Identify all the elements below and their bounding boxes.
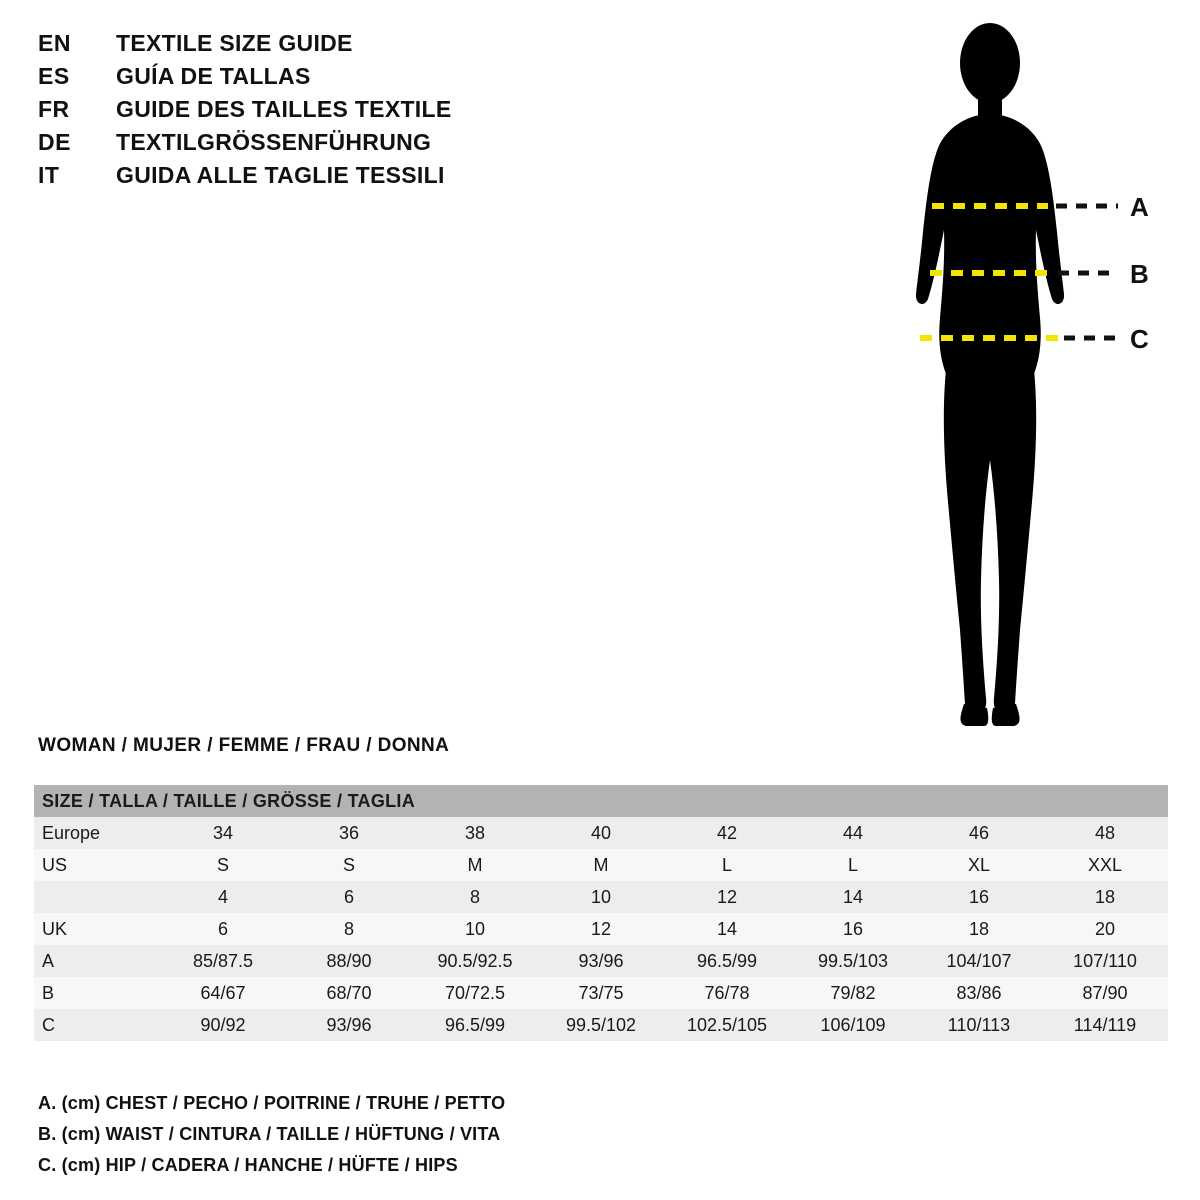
row-value: 18 — [1042, 881, 1168, 913]
row-value: M — [538, 849, 664, 881]
row-value: 96.5/99 — [664, 945, 790, 977]
marker-label-b: B — [1130, 259, 1149, 289]
row-value: 110/113 — [916, 1009, 1042, 1041]
row-label: UK — [34, 913, 160, 945]
row-value: S — [160, 849, 286, 881]
language-code: IT — [38, 162, 60, 188]
language-title: TEXTILE SIZE GUIDE — [116, 30, 353, 56]
row-value: 87/90 — [1042, 977, 1168, 1009]
row-label: US — [34, 849, 160, 881]
row-value: 46 — [916, 817, 1042, 849]
language-title: GUIDE DES TAILLES TEXTILE — [116, 96, 452, 122]
row-value: 20 — [1042, 913, 1168, 945]
section-caption: WOMAN / MUJER / FEMME / FRAU / DONNA — [38, 735, 450, 756]
row-value: 99.5/103 — [790, 945, 916, 977]
language-row — [38, 162, 558, 195]
row-value: 14 — [790, 881, 916, 913]
row-value: 106/109 — [790, 1009, 916, 1041]
language-row — [38, 63, 558, 96]
row-label: A — [34, 945, 160, 977]
footnote-b: B. (cm) WAIST / CINTURA / TAILLE / HÜFTUNG / VITA — [38, 1124, 501, 1144]
row-value: 104/107 — [916, 945, 1042, 977]
table-header-title: SIZE / TALLA / TAILLE / GRÖSSE / TAGLIA — [34, 785, 1168, 817]
row-label: C — [34, 1009, 160, 1041]
row-value: 16 — [790, 913, 916, 945]
row-value: 107/110 — [1042, 945, 1168, 977]
row-value: 40 — [538, 817, 664, 849]
row-value: 36 — [286, 817, 412, 849]
language-code: DE — [38, 129, 71, 155]
language-row — [38, 129, 558, 162]
row-value: L — [664, 849, 790, 881]
row-value: 90.5/92.5 — [412, 945, 538, 977]
row-value: 93/96 — [538, 945, 664, 977]
row-value: 10 — [412, 913, 538, 945]
row-value: 4 — [160, 881, 286, 913]
row-value: 85/87.5 — [160, 945, 286, 977]
row-value: 93/96 — [286, 1009, 412, 1041]
row-value: 99.5/102 — [538, 1009, 664, 1041]
table-row — [34, 817, 1168, 849]
row-value: 114/119 — [1042, 1009, 1168, 1041]
row-value: 18 — [916, 913, 1042, 945]
language-row — [38, 96, 558, 129]
row-label: B — [34, 977, 160, 1009]
row-value: 76/78 — [664, 977, 790, 1009]
footnote-c: C. (cm) HIP / CADERA / HANCHE / HÜFTE / HIPS — [38, 1155, 458, 1175]
row-value: 96.5/99 — [412, 1009, 538, 1041]
language-code: FR — [38, 96, 70, 122]
table-head — [34, 785, 1168, 817]
table-row — [34, 913, 1168, 945]
language-title: GUIDA ALLE TAGLIE TESSILI — [116, 162, 445, 188]
row-value: 14 — [664, 913, 790, 945]
row-value: 42 — [664, 817, 790, 849]
row-value: 12 — [664, 881, 790, 913]
row-value: 12 — [538, 913, 664, 945]
row-value: S — [286, 849, 412, 881]
row-value: L — [790, 849, 916, 881]
row-value: 8 — [286, 913, 412, 945]
table-header-row — [34, 785, 1168, 817]
row-value: 73/75 — [538, 977, 664, 1009]
row-value: M — [412, 849, 538, 881]
row-label — [34, 881, 160, 913]
row-value: 83/86 — [916, 977, 1042, 1009]
table-row — [34, 945, 1168, 977]
body-figure — [860, 18, 1180, 738]
row-value: 6 — [286, 881, 412, 913]
female-silhouette-icon — [860, 18, 1180, 738]
language-title: GUÍA DE TALLAS — [116, 63, 311, 89]
row-value: 34 — [160, 817, 286, 849]
row-value: XXL — [1042, 849, 1168, 881]
row-label: Europe — [34, 817, 160, 849]
row-value: 70/72.5 — [412, 977, 538, 1009]
table-row — [34, 849, 1168, 881]
footnote-a: A. (cm) CHEST / PECHO / POITRINE / TRUHE / PETTO — [38, 1093, 506, 1113]
table-row — [34, 977, 1168, 1009]
row-value: 10 — [538, 881, 664, 913]
row-value: 64/67 — [160, 977, 286, 1009]
table-body — [34, 817, 1168, 1041]
row-value: 68/70 — [286, 977, 412, 1009]
row-value: 102.5/105 — [664, 1009, 790, 1041]
marker-label-c: C — [1130, 324, 1149, 354]
language-code: ES — [38, 63, 70, 89]
row-value: 6 — [160, 913, 286, 945]
language-code: EN — [38, 30, 71, 56]
size-table — [34, 785, 1168, 1041]
language-title-block — [38, 30, 558, 195]
language-title: TEXTILGRÖSSENFÜHRUNG — [116, 129, 432, 155]
row-value: 88/90 — [286, 945, 412, 977]
row-value: XL — [916, 849, 1042, 881]
language-row — [38, 30, 558, 63]
row-value: 38 — [412, 817, 538, 849]
row-value: 16 — [916, 881, 1042, 913]
marker-label-a: A — [1130, 192, 1149, 222]
row-value: 79/82 — [790, 977, 916, 1009]
row-value: 48 — [1042, 817, 1168, 849]
row-value: 90/92 — [160, 1009, 286, 1041]
table-row — [34, 1009, 1168, 1041]
row-value: 44 — [790, 817, 916, 849]
row-value: 8 — [412, 881, 538, 913]
table-row — [34, 881, 1168, 913]
footnote-list — [38, 1088, 738, 1181]
